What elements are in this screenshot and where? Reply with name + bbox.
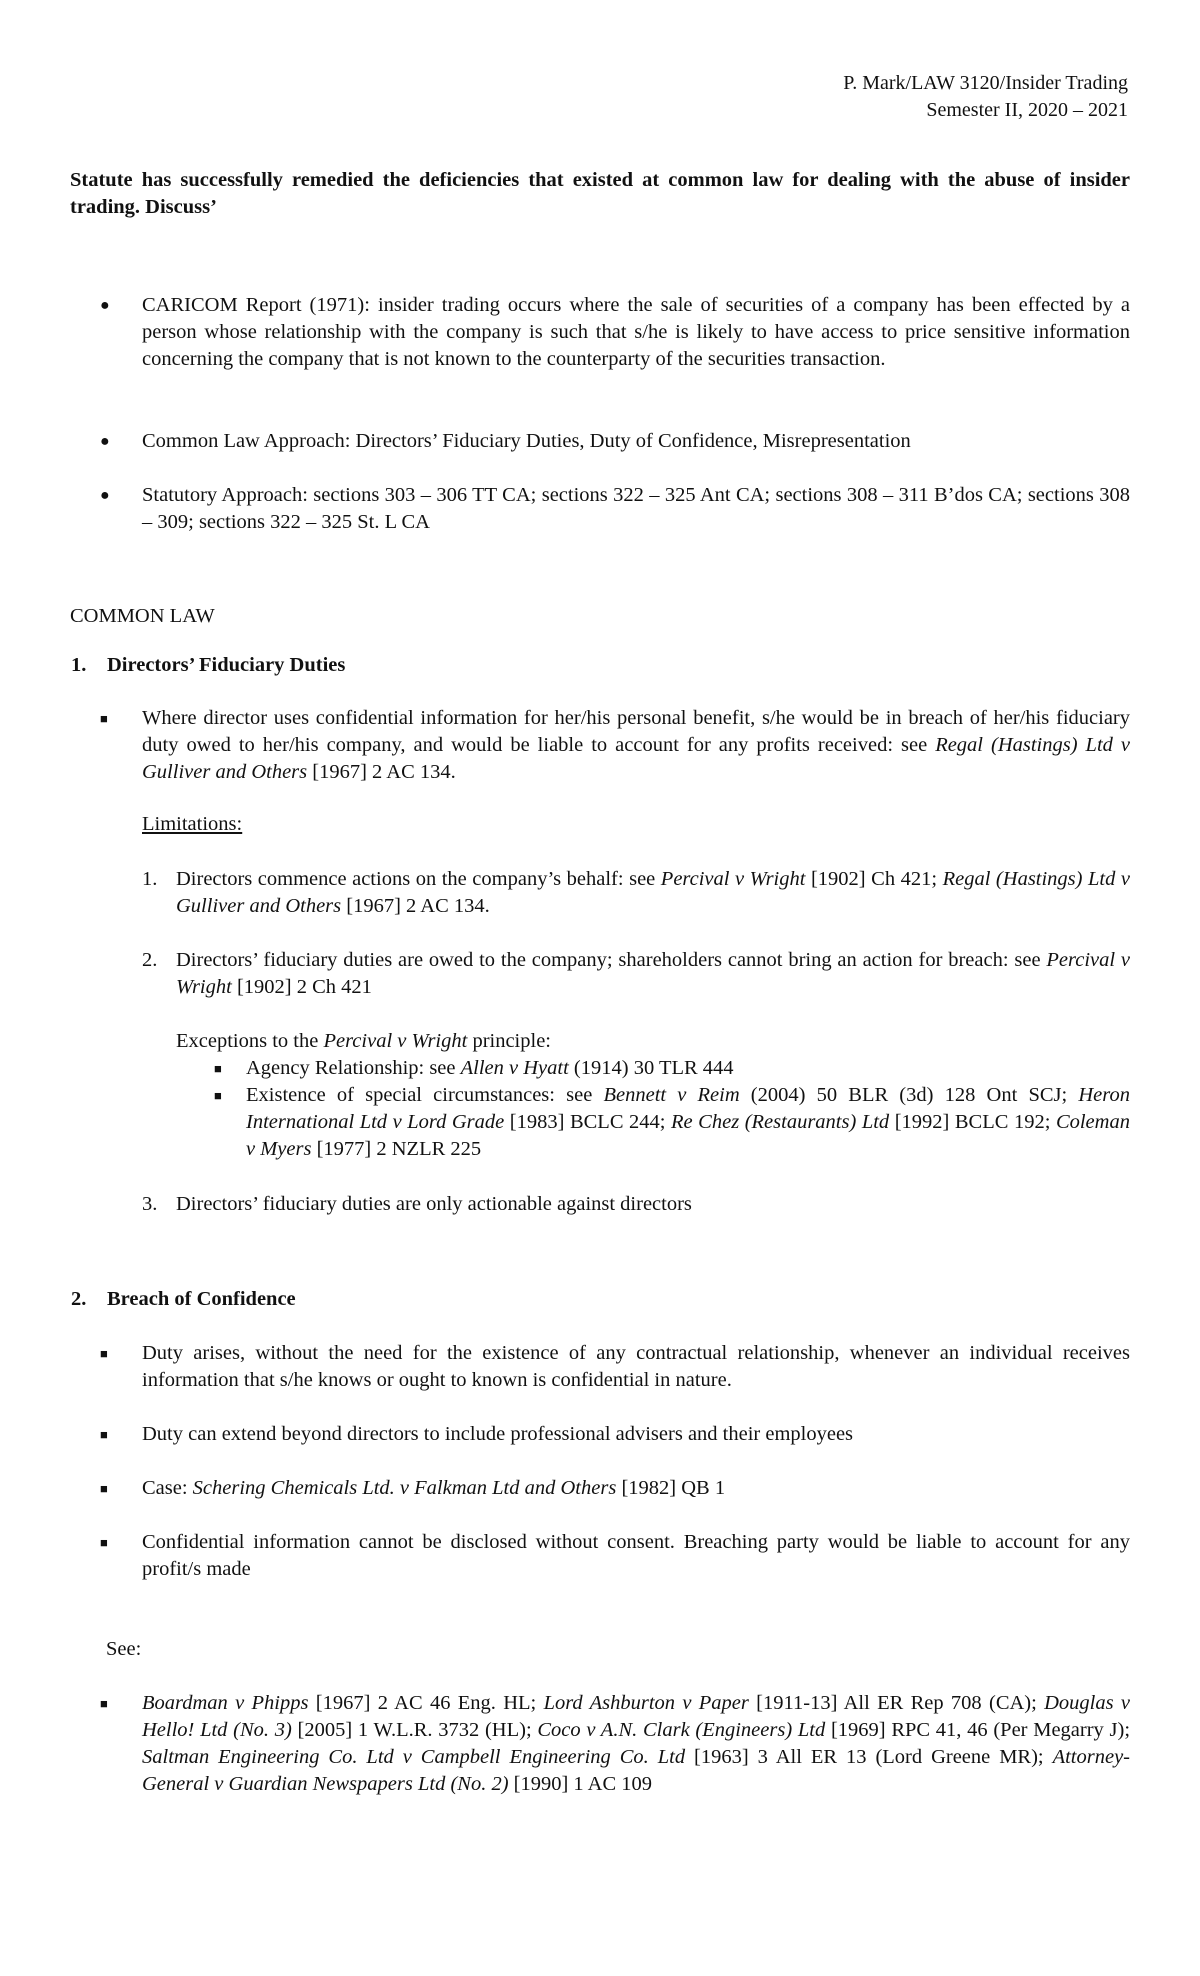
square-bullet-icon: ■ [100,1481,108,1496]
case-citation: Attorney-General v Guardian Newspapers Ltd (No. 2) [142,1746,1130,1795]
list-item: ■ Case: Schering Chemicals Ltd. v Falkman Ltd and Others [1982] QB 1 [70,1475,1130,1502]
case-citation: Regal (Hastings) Ltd v Gulliver and Others [142,734,1130,783]
list-item: ■ Boardman v Phipps [1967] 2 AC 46 Eng. HL; Lord Ashburton v Paper [1911-13] All ER Rep 708 (CA); Douglas v Hello! Ltd (No. 3) [2005] 1 W.L.R. 3732 (HL); Coco v A.N. Clark (Engineers) Ltd [1969] RPC 41, 46 (Per Megarry J); Saltman Engineering Co. Ltd v Campbell Engineering Co. Ltd [1963] 3 All ER 13 (Lord Greene MR); Attorney-General v Guardian Newspapers Ltd (No. 2) [1990] 1 AC 109 [100,1692,1131,1795]
list-item: ● Common Law Approach: Directors’ Fiduciary Duties, Duty of Confidence, Misrepresentation [70,428,1130,455]
square-bullet-icon: ■ [214,1061,222,1076]
case-citation: Allen v Hyatt [460,1057,569,1079]
list-item: ■ Existence of special circumstances: see Bennett v Reim (2004) 50 BLR (3d) 128 Ont SCJ; Heron International Ltd v Lord Grade [1983] BCLC 244; Re Chez (Restaurants) Ltd [1992] BCLC 192; Coleman v Myers [1977] 2 NZLR 225 [214,1084,1130,1160]
list-item: ■ Confidential information cannot be disclosed without consent. Breaching party would be liable to account for any profit/s made [100,1531,1130,1580]
see-citations [70,1690,1130,1798]
square-bullet-icon: ■ [100,1346,108,1361]
limitations-label: Limitations: [142,813,243,835]
bullet-dot-icon: ● [100,433,110,450]
list-item: ■ Agency Relationship: see Allen v Hyatt (1914) 30 TLR 444 [70,1055,1130,1082]
square-bullet-icon: ■ [100,1535,108,1550]
case-citation: Percival v Wright [660,868,806,890]
see-label: See: [106,1638,142,1660]
list-item: ■ Where director uses confidential information for her/his personal benefit, s/he would be in breach of her/his fiduciary duty owed to her/his company, and would be liable to account for any profits received: see Regal (Hastings) Ltd v Gulliver and Others [1967] 2 AC 134. [100,707,1130,783]
square-bullet-icon: ■ [100,711,108,726]
page-header [843,70,1128,124]
intro-bullet-list [70,292,1130,373]
bullet-dot-icon: ● [100,297,110,314]
case-citation: Regal (Hastings) Ltd v Gulliver and Others [176,868,1130,917]
exceptions-intro: Exceptions to the Percival v Wright principle: [176,1030,551,1052]
case-citation: Coco v A.N. Clark (Engineers) Ltd [537,1719,826,1741]
list-item: 2. Directors’ fiduciary duties are owed to the company; shareholders cannot bring an action for breach: see Percival v Wright [1902] 2 Ch 421 [142,949,1130,998]
case-citation: Bennett v Reim [603,1084,740,1106]
section-2-bullet-1 [70,1340,1130,1394]
case-citation: Lord Ashburton v Paper [543,1692,749,1714]
intro-bullet-list [70,428,1130,455]
case-citation: Schering Chemicals Ltd. v Falkman Ltd and Others [192,1477,617,1499]
header-course-line: P. Mark/LAW 3120/Insider Trading [843,72,1128,94]
case-citation: Heron International Ltd v Lord Grade [246,1084,1130,1133]
list-item: ■ Duty arises, without the need for the existence of any contractual relationship, whenever an individual receives information that s/he knows or ought to known is confidential in nature. [100,1342,1130,1391]
case-citation: Saltman Engineering Co. Ltd v Campbell Engineering Co. Ltd [142,1746,686,1768]
case-citation: Douglas v Hello! Ltd (No. 3) [142,1692,1131,1741]
list-item: 3. Directors’ fiduciary duties are only actionable against directors [142,1193,692,1215]
square-bullet-icon: ■ [100,1427,108,1442]
section-1-heading: 1. Directors’ Fiduciary Duties [71,654,346,676]
case-citation: Re Chez (Restaurants) Ltd [671,1111,890,1133]
square-bullet-icon: ■ [214,1088,222,1103]
header-semester-line: Semester II, 2020 – 2021 [926,99,1128,121]
exception-2 [70,1082,1130,1163]
section-2-heading: 2. Breach of Confidence [71,1288,296,1310]
case-citation: Percival v Wright [323,1030,468,1052]
list-item: ● CARICOM Report (1971): insider trading occurs where the sale of securities of a company has been effected by a person whose relationship with the company is such that s/he is likely to have access to price sensitive information concerning the company that is not known to the counterparty of the securities transaction. [100,294,1130,370]
case-citation: Coleman v Myers [246,1111,1130,1160]
bullet-dot-icon: ● [100,487,110,504]
list-item: 1. Directors commence actions on the company’s behalf: see Percival v Wright [1902] Ch 421; Regal (Hastings) Ltd v Gulliver and Others [1967] 2 AC 134. [142,868,1130,917]
section-1-bullet [70,705,1130,786]
intro-bullet-list [70,482,1130,536]
section-2-bullet-3 [70,1475,1130,1502]
list-item: ● Statutory Approach: sections 303 – 306 TT CA; sections 322 – 325 Ant CA; sections 308 – 311 B’dos CA; sections 308 – 309; sections 322 – 325 St. L CA [100,484,1130,533]
section-2-bullet-2 [70,1421,1130,1448]
essay-question-title: Statute has successfully remedied the deficiencies that existed at common law for dealing with the abuse of insider trading. Discuss’ [70,169,1130,218]
exception-1 [70,1055,1130,1082]
section-heading-common-law: COMMON LAW [70,605,215,627]
list-item: ■ Duty can extend beyond directors to include professional advisers and their employees [70,1421,1130,1448]
case-citation: Boardman v Phipps [142,1692,309,1714]
section-2-bullet-4 [70,1529,1130,1583]
case-citation: Percival v Wright [176,949,1130,998]
limitation-2 [70,947,1130,1001]
square-bullet-icon: ■ [100,1696,108,1711]
limitation-1 [70,866,1130,920]
limitation-3 [70,1191,1130,1218]
